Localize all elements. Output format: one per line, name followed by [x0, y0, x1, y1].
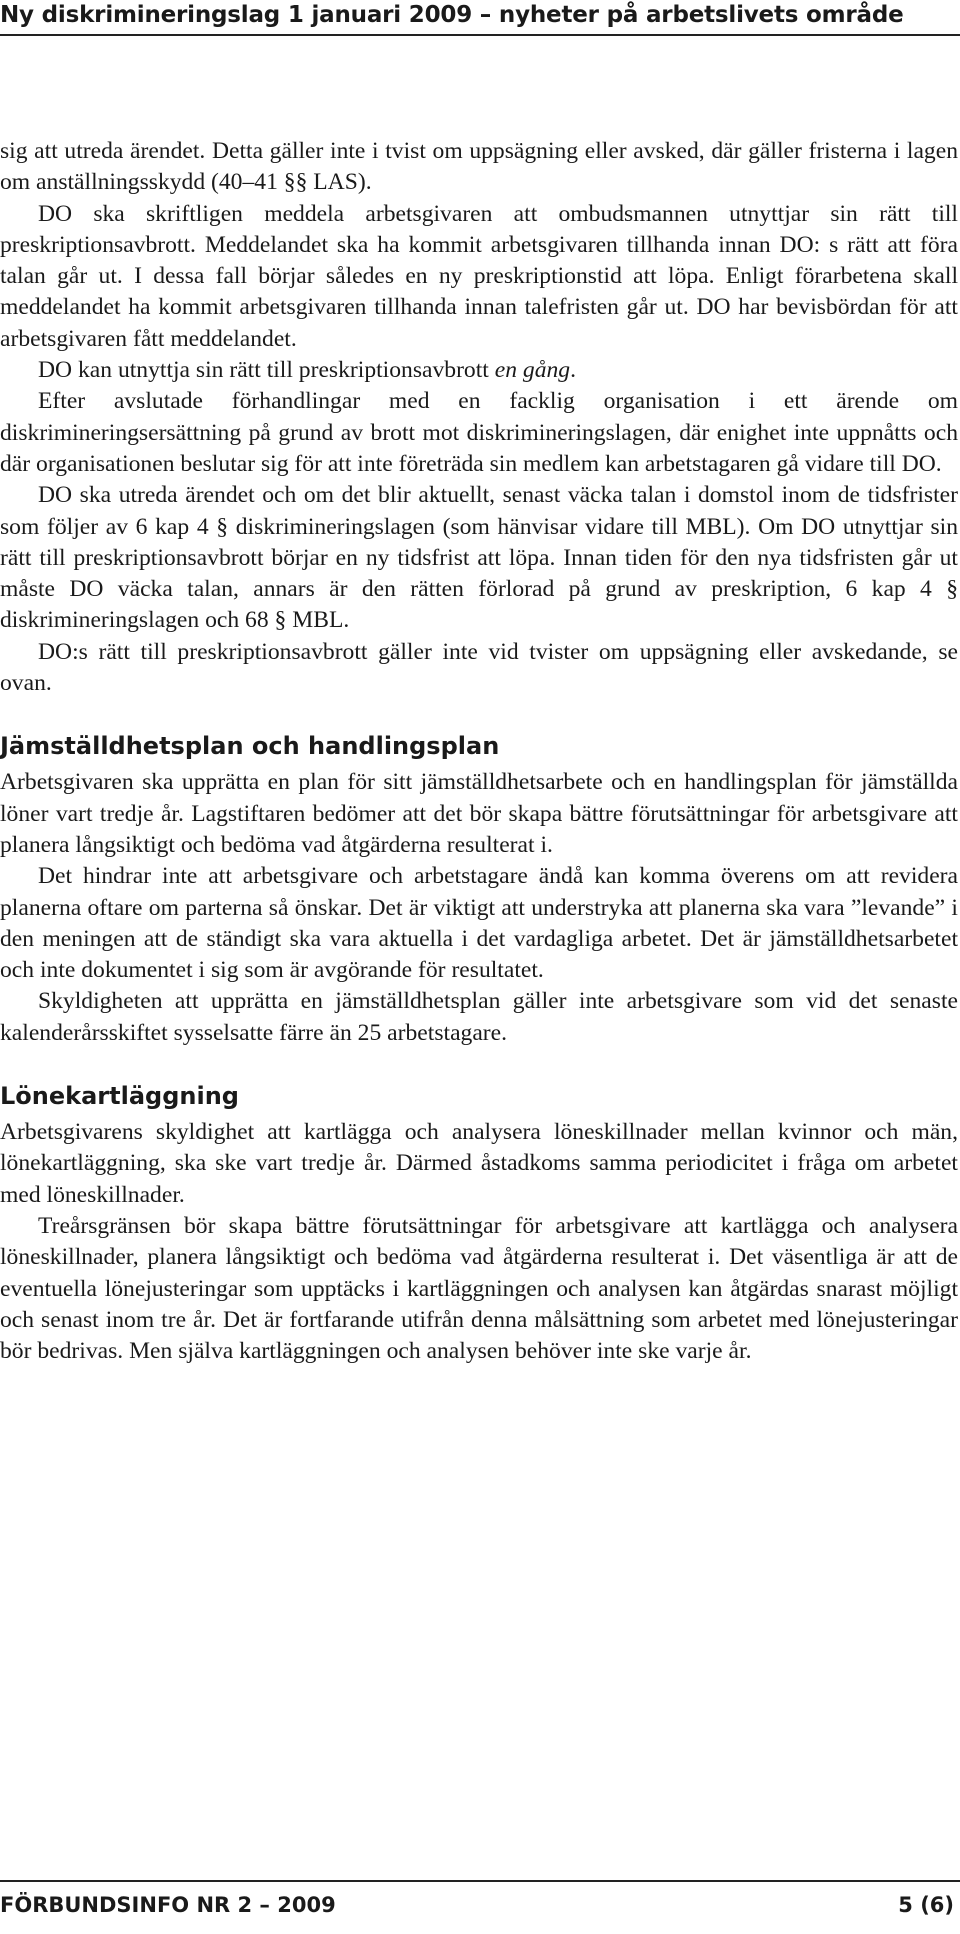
paragraph: Treårsgränsen bör skapa bättre förutsättningar för arbetsgivare att kartlägga och analysera löneskillnader, planera långsiktigt och bedöma vad åtgärderna resulterat i. Det väsentliga är att de eventuella lönejusteringar som upptäcks i kartläggningen och analysen kan åtgärdas snarast möjligt och senast inom tre år. Det är fortfarande utifrån denna målsättning som arbetet med lönejusteringar bör bedrivas. Men själva kartläggningen och analysen behöver inte ske varje år. [0, 1212, 958, 1365]
paragraph: DO ska utreda ärendet och om det blir aktuellt, senast väcka talan i domstol inom de tidsfrister som följer av 6 kap 4 § diskrimineringslagen (som hänvisar vidare till MBL). Om DO utnyttjar sin rätt till preskriptionsavbrott börjar en ny tidsfrist att löpa. Innan tiden för den nya tidsfristen går ut måste DO väcka talan, annars är den rätten förlorad på grund av preskription, 6 kap 4 § diskrimineringslagen och 68 § MBL. [0, 482, 958, 634]
paragraph: DO:s rätt till preskriptionsavbrott gäller inte vid tvister om uppsägning eller avskedande, se ovan. [0, 638, 958, 697]
paragraph: DO ska skriftligen meddela arbetsgivaren att ombudsmannen utnyttjar sin rätt till preskriptionsavbrott. Meddelandet ska ha kommit arbetsgivaren tillhanda innan DO: s rätt att föra talan går ut. I dessa fall börjar således en ny preskriptionstid att löpa. Enligt förarbetena skall meddelandet ha kommit arbetsgivaren tillhanda innan talefristen går ut. DO har bevisbördan för att arbetsgivaren fått meddelandet. [0, 200, 958, 352]
paragraph: Skyldigheten att upprätta en jämställdhetsplan gäller inte arbetsgivare som vid det senaste kalenderårsskiftet sysselsatte färre än 25 arbetstagare. [0, 988, 958, 1046]
paragraph: Det hindrar inte att arbetsgivare och arbetstagare ändå kan komma överens om att revidera planerna oftare om parterna så önskar. Det är viktigt att understryka att planerna ska vara ”levande” i den meningen att de ständigt ska vara aktuella i det vardagliga arbetet. Det är jämställdhetsarbetet och inte dokumentet i sig som är avgörande för resultatet. [0, 863, 958, 984]
paragraph: Efter avslutade förhandlingar med en facklig organisation i ett ärende om diskrimineringsersättning på grund av brott mot diskrimineringslagen, där enighet inte uppnåtts och där organisationen beslutar sig för att inte företräda sin medlem kan arbetstagaren gå vidare till DO. [0, 388, 958, 477]
running-header: Ny diskrimineringslag 1 januari 2009 – nyheter på arbetslivets område [0, 0, 960, 36]
section-heading: Lönekartläggning [0, 1082, 239, 1111]
paragraph-text-end: . [570, 357, 577, 384]
paragraph: sig att utreda ärendet. Detta gäller inte i tvist om uppsägning eller avsked, där gäller fristerna i lagen om anställningsskydd (40–41 §§ LAS). [0, 138, 958, 196]
emphasis-text: en gång [494, 357, 571, 384]
footer-rule [0, 1880, 960, 1882]
paragraph-text: DO kan utnyttja sin rätt till preskriptionsavbrott [38, 357, 495, 384]
article-body [0, 136, 958, 1367]
section-heading: Jämställdhetsplan och handlingsplan [0, 732, 500, 761]
footer-page-number: 5 (6) [898, 1893, 954, 1917]
footer-publication: FÖRBUNDSINFO NR 2 – 2009 [0, 1893, 336, 1917]
paragraph: Arbetsgivaren ska upprätta en plan för sitt jämställdhetsarbete och en handlingsplan för jämställda löner vart tredje år. Lagstiftaren bedömer att det bör skapa bättre förutsättningar för arbetsgivare att planera långsiktigt och bedöma vad åtgärderna resulterat i. [0, 769, 958, 858]
paragraph: Arbetsgivarens skyldighet att kartlägga och analysera löneskillnader mellan kvinnor och män, lönekartläggning, ska ske vart tredje år. Därmed åstadkoms samma periodicitet i fråga om arbetet med löneskillnader. [0, 1119, 958, 1208]
paragraph [0, 355, 958, 386]
